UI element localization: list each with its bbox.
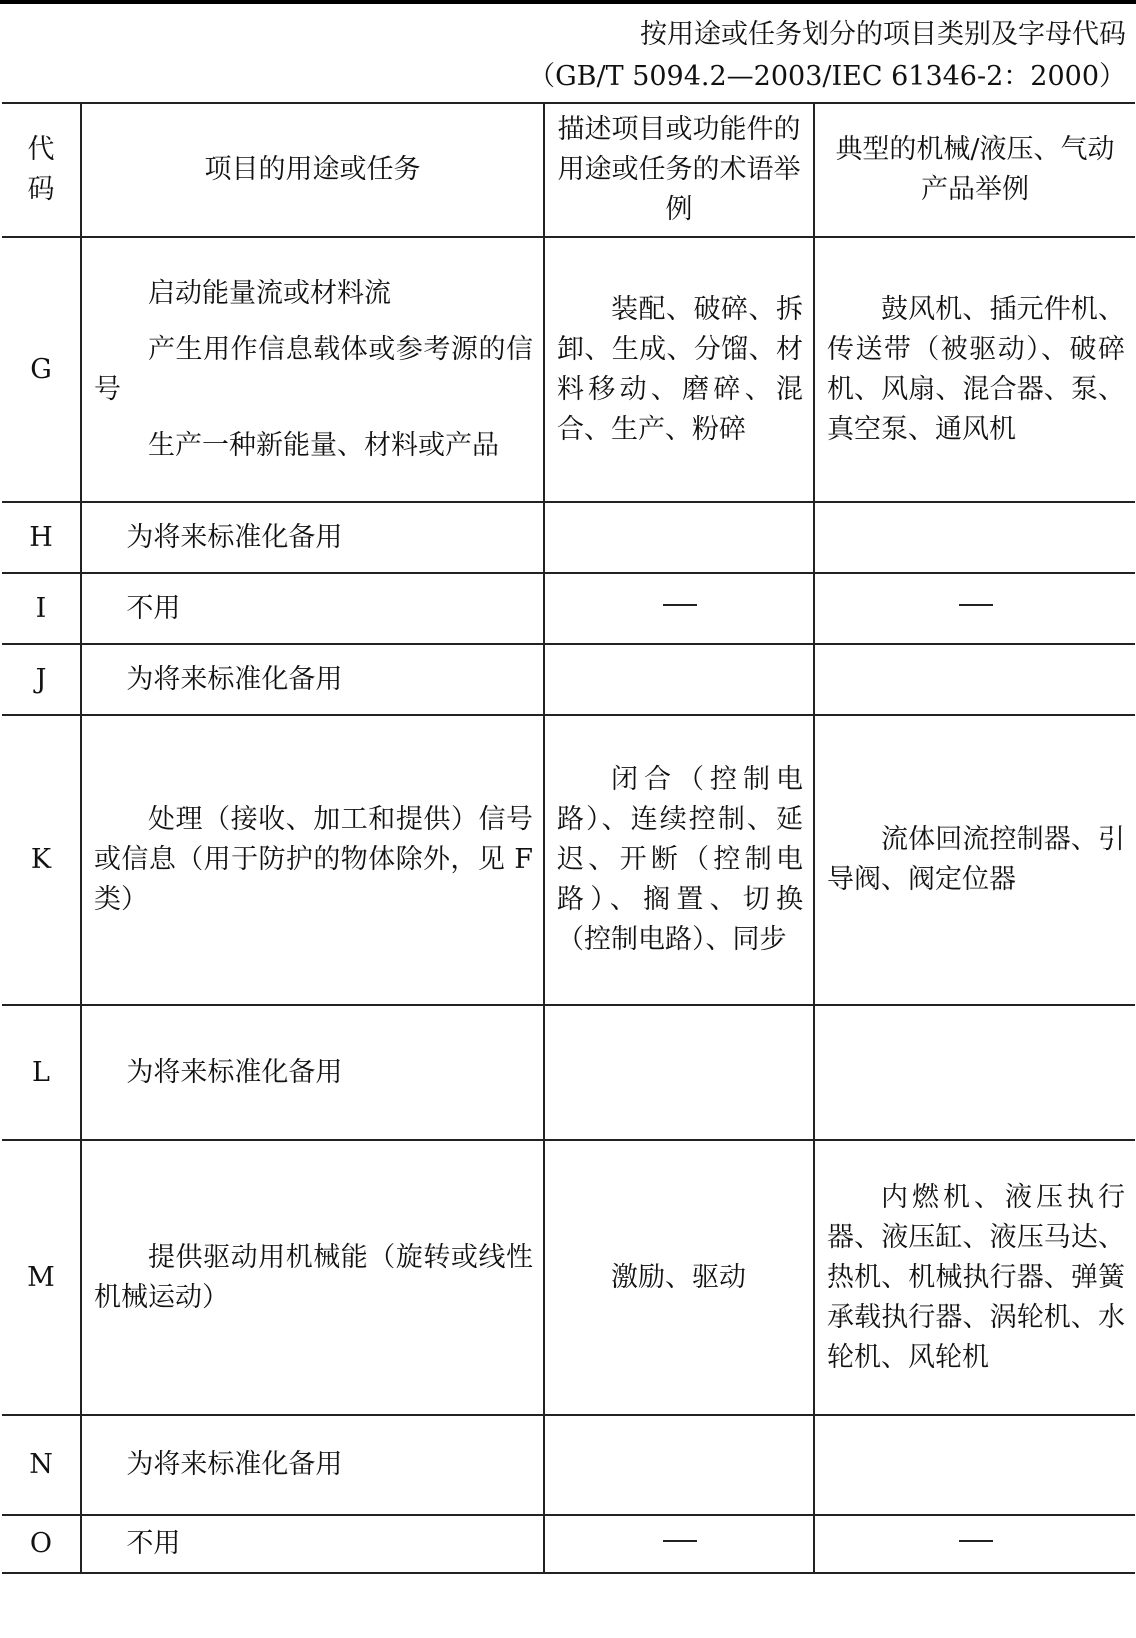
row-product bbox=[814, 1515, 1135, 1573]
row-code: H bbox=[2, 502, 81, 573]
table-caption bbox=[528, 14, 1126, 98]
row-code: O bbox=[2, 1515, 81, 1573]
header-use: 项目的用途或任务 bbox=[81, 103, 544, 237]
category-table bbox=[2, 102, 1135, 1574]
row-term bbox=[544, 502, 814, 573]
header-product: 典型的机械/液压、气动产品举例 bbox=[814, 103, 1135, 237]
row-product bbox=[814, 573, 1135, 644]
row-term bbox=[544, 644, 814, 715]
row-product: 鼓风机、插元件机、传送带（被驱动）、破碎机、风扇、混合器、泵、真空泵、通风机 bbox=[814, 237, 1135, 502]
table-row bbox=[2, 1140, 1135, 1415]
row-code: L bbox=[2, 1005, 81, 1140]
row-code: I bbox=[2, 573, 81, 644]
dash-mark bbox=[663, 1540, 697, 1542]
row-term bbox=[544, 1415, 814, 1515]
dash-mark bbox=[663, 604, 697, 606]
table-row bbox=[2, 644, 1135, 715]
row-code: K bbox=[2, 715, 81, 1005]
table-row bbox=[2, 237, 1135, 502]
row-code: J bbox=[2, 644, 81, 715]
table-row bbox=[2, 715, 1135, 1005]
row-use: 为将来标准化备用 bbox=[81, 644, 544, 715]
row-product bbox=[814, 502, 1135, 573]
row-term: 激励、驱动 bbox=[544, 1140, 814, 1415]
header-row bbox=[2, 103, 1135, 237]
row-term: 闭合（控制电路）、连续控制、延迟、开断（控制电路）、搁置、切换（控制电路）、同步 bbox=[544, 715, 814, 1005]
row-term bbox=[544, 573, 814, 644]
table-row bbox=[2, 1415, 1135, 1515]
row-code: N bbox=[2, 1415, 81, 1515]
header-code: 代码 bbox=[2, 103, 81, 237]
dash-mark bbox=[959, 1540, 993, 1542]
row-product: 流体回流控制器、引导阀、阀定位器 bbox=[814, 715, 1135, 1005]
row-use: 启动能量流或材料流 产生用作信息载体或参考源的信号 生产一种新能量、材料或产品 bbox=[81, 237, 544, 502]
table-row bbox=[2, 502, 1135, 573]
row-use: 不用 bbox=[81, 573, 544, 644]
row-term: 装配、破碎、拆卸、生成、分馏、材料移动、磨碎、混合、生产、粉碎 bbox=[544, 237, 814, 502]
caption-line-1: 按用途或任务划分的项目类别及字母代码 bbox=[640, 19, 1126, 50]
row-code: G bbox=[2, 237, 81, 502]
table-row bbox=[2, 1005, 1135, 1140]
row-product bbox=[814, 1005, 1135, 1140]
top-rule bbox=[0, 0, 1136, 4]
row-term bbox=[544, 1005, 814, 1140]
row-use: 提供驱动用机械能（旋转或线性机械运动） bbox=[81, 1140, 544, 1415]
row-term bbox=[544, 1515, 814, 1573]
header-term: 描述项目或功能件的用途或任务的术语举例 bbox=[544, 103, 814, 237]
row-use: 不用 bbox=[81, 1515, 544, 1573]
row-product: 内燃机、液压执行器、液压缸、液压马达、热机、机械执行器、弹簧承载执行器、涡轮机、水轮机、风轮机 bbox=[814, 1140, 1135, 1415]
table-row bbox=[2, 573, 1135, 644]
row-product bbox=[814, 644, 1135, 715]
table-row bbox=[2, 1515, 1135, 1573]
row-use: 为将来标准化备用 bbox=[81, 502, 544, 573]
row-code: M bbox=[2, 1140, 81, 1415]
row-use: 为将来标准化备用 bbox=[81, 1005, 544, 1140]
row-use: 处理（接收、加工和提供）信号或信息（用于防护的物体除外，见 F 类） bbox=[81, 715, 544, 1005]
row-use: 为将来标准化备用 bbox=[81, 1415, 544, 1515]
dash-mark bbox=[959, 604, 993, 606]
caption-line-2: （GB/T 5094.2—2003/IEC 61346-2：2000） bbox=[528, 61, 1126, 92]
row-product bbox=[814, 1415, 1135, 1515]
